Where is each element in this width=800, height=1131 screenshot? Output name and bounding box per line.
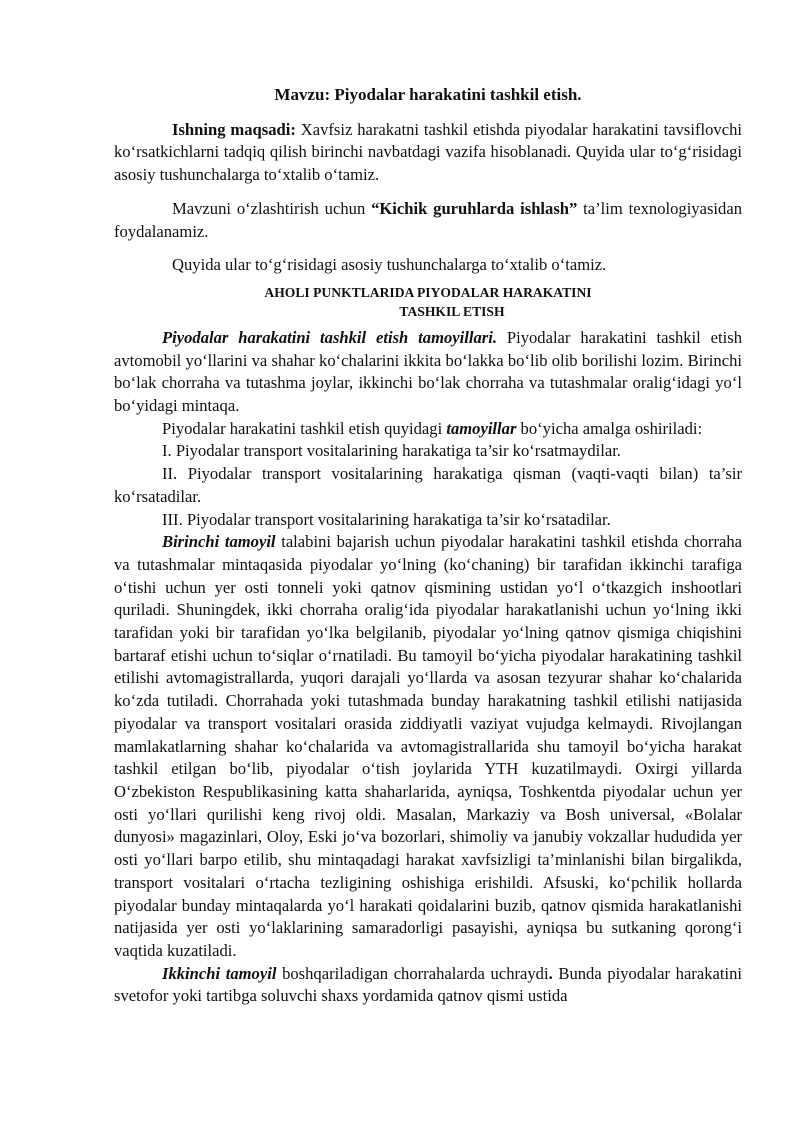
section-heading-line1: AHOLI PUNKTLARIDA PIYODALAR HARAKATINI [264, 284, 592, 300]
intro-repeat-paragraph: Quyida ular to‘g‘risidagi asosiy tushunchalarga to‘xtalib o‘tamiz. [172, 255, 607, 275]
purpose-label: Ishning maqsadi: [172, 119, 296, 139]
second-principle-text: boshqariladigan chorrahalarda uchraydi [276, 963, 549, 983]
second-principle-dot: . [548, 963, 553, 983]
second-principle-text2: Bunda piyodalar harakatini svetofor yoki tartibga soluvchi shaxs yordamida qatnov qismi ustida [114, 963, 742, 1006]
page-title: Mavzu: Piyodalar harakatini tashkil etish. [274, 85, 582, 104]
principles-intro-paragraph [114, 418, 742, 441]
first-principle-lead: Birinchi tamoyil [162, 532, 276, 552]
first-principle-paragraph [114, 531, 742, 962]
principle-item-3: III. Piyodalar transport vositalarining harakatiga ta’sir ko‘rsatadilar. [162, 509, 611, 529]
section-heading [114, 283, 742, 321]
document-page [114, 84, 742, 1008]
method-technology: “Kichik guruhlarda ishlash” [371, 198, 578, 218]
purpose-paragraph [114, 119, 742, 187]
principles-intro-after: bo‘yicha amalga oshiriladi: [516, 418, 703, 438]
method-text-after: ta’lim texnologiyasidan foydalanamiz. [114, 198, 742, 241]
method-paragraph [114, 198, 742, 243]
principle-item-2: II. Piyodalar transport vositalarining harakatiga qisman (vaqti-vaqti bilan) ta’sir ko‘rsatadilar. [114, 464, 742, 506]
first-principle-text: talabini bajarish uchun piyodalar harakatini tashkil etishda chorraha va tutashmalar mintaqasida piyodalar yo‘lning (ko‘chaning) bir tarafidan ikkinchi tarafiga o‘tishi uchun yer osti tonneli yoki qatnov qismining ustidan yo‘l o‘tkazgich inshootlari quriladi. Shuningdek, ikki chorraha oralig‘ida piyodalar harakatlanishi uchun yo‘lning ikki tarafidan yoki bir tarafidan yo‘lka belgilanib, piyodalar yo‘lning qatnov qismiga chiqishini bartaraf etishi uchun to‘siqlar o‘rnatiladi. Bu tamoyil bo‘yicha piyodalar harakatining tashkil etilishi avtomagistrallarda, yuqori darajali yo‘llarda va asosan tezyurar shahar ko‘chalarida ko‘zda tutiladi. Chorrahada yoki tutashmada bunday harakatning tashkil etilishi natijasida piyodalar va transport vositalari orasida ziddiyatli vaziyat vujudga kelmaydi. Rivojlangan mamlakatlarning shahar ko‘chalarida va avtomagistrallarida shu tamoyil bo‘yicha harakat tashkil etilgan bo‘lib, piyodalar o‘tish joylarida YTH kuzatilmaydi. Oxirgi yillarda O‘zbekiston Respublikasining katta shaharlarida, ayniqsa, Toshkentda piyodalar uchun yer osti yo‘llari qurilishi keng rivoj oldi. Masalan, Markaziy va Bosh universal, «Bolalar dunyosi» magazinlari, Oloy, Eski jo‘va bozorlari, shimoliy va janubiy vokzallar hududida yer osti yo‘llari barpo etilib, shu mintaqadagi harakat xavfsizligi ta’minlanishi bilan birgalikda, transport vositalari o‘rtacha tezligining oshishiga erishildi. Afsuski, ko‘pchilik hollarda piyodalar bunday mintaqalarda yo‘l harakati qoidalarini buzib, qatnov qismida harakatlanishi natijasida yer osti yo‘laklarining samaradorligi pasayishi, ayniqsa bu sutkaning qorong‘i vaqtida kuzatiladi. [114, 532, 742, 960]
principle-item-1: I. Piyodalar transport vositalarining harakatiga ta’sir ko‘rsatmaydilar. [162, 441, 621, 461]
principles-intro-before: Piyodalar harakatini tashkil etish quyidagi [162, 418, 447, 438]
second-principle-lead: Ikkinchi tamoyil [162, 963, 277, 983]
purpose-text: Xavfsiz harakatni tashkil etishda piyodalar harakatini tavsiflovchi ko‘rsatkichlarni tadqiq qilish birinchi navbatdagi vazifa hisoblanadi. Quyida ular to‘g‘risidagi asosiy tushunchalarga to‘xtalib o‘tamiz. [114, 119, 743, 185]
principles-intro-emph: tamoyillar [446, 418, 517, 438]
second-principle-paragraph [114, 963, 742, 1008]
method-text-before: Mavzuni o‘zlashtirish uchun [172, 198, 372, 218]
principles-paragraph [114, 327, 742, 418]
principles-text: Piyodalar harakatini tashkil etish avtomobil yo‘llarini va shahar ko‘chalarini ikkita bo‘lakka bo‘lib olib borilishi lozim. Birinchi bo‘lak chorraha va tutashma joylar, ikkinchi bo‘lak chorraha va tutashmalar oralig‘idagi yo‘l bo‘yidagi mintaqa. [114, 327, 742, 416]
section-heading-line2: TASHKIL ETISH [399, 303, 505, 319]
principles-lead: Piyodalar harakatini tashkil etish tamoyillari. [162, 327, 497, 347]
